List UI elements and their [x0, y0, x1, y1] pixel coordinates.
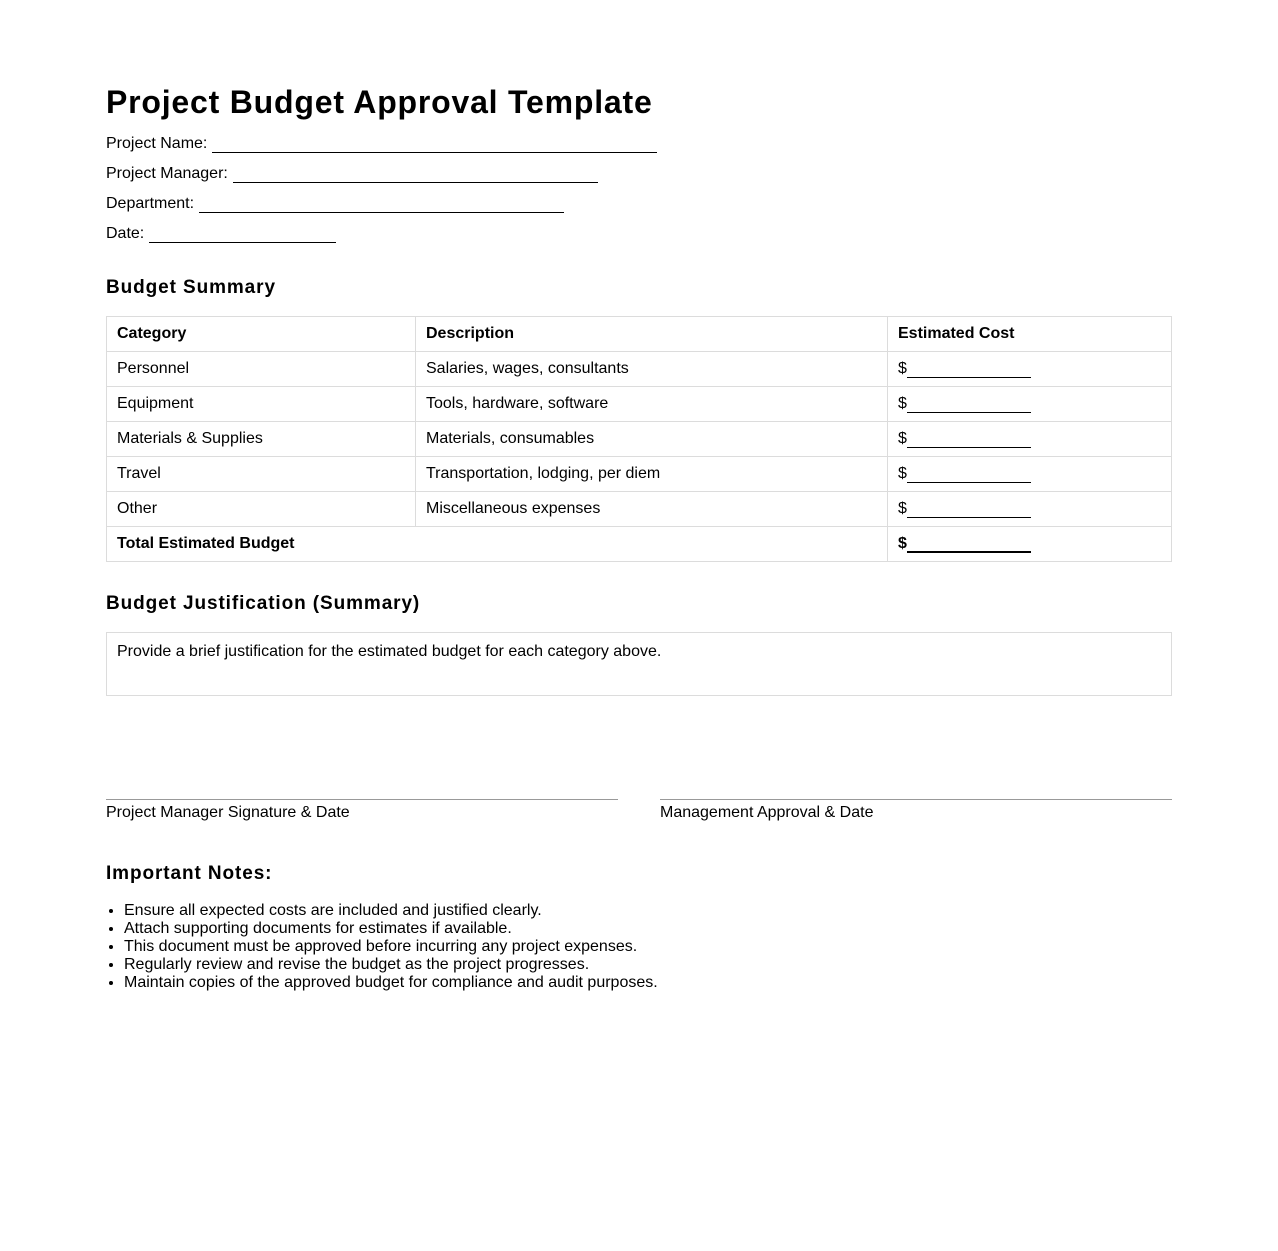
total-row: [107, 527, 1172, 562]
header-category: Category: [107, 317, 416, 352]
row-category: Other: [107, 492, 416, 527]
total-cost-line[interactable]: [907, 535, 1031, 553]
project-manager-line[interactable]: [233, 168, 598, 183]
important-notes-heading: Important Notes:: [106, 863, 273, 884]
row-description: Materials, consumables: [416, 422, 888, 457]
budget-justification-box[interactable]: [106, 632, 1172, 696]
row-cost-currency: $: [898, 500, 907, 517]
department-line[interactable]: [199, 198, 564, 213]
project-name-label: Project Name:: [106, 135, 208, 152]
project-manager-signature-label: Project Manager Signature & Date: [106, 804, 350, 821]
list-item: • Ensure all expected costs are included and justified clearly.: [124, 902, 1172, 920]
project-info-fields: [106, 135, 1172, 255]
project-manager-signature[interactable]: [106, 799, 618, 822]
budget-summary-table: [106, 316, 1172, 562]
row-cost-cell[interactable]: [888, 492, 1172, 527]
table-row: [107, 387, 1172, 422]
row-description: Miscellaneous expenses: [416, 492, 888, 527]
row-cost-cell[interactable]: [888, 422, 1172, 457]
row-category: Equipment: [107, 387, 416, 422]
row-category: Personnel: [107, 352, 416, 387]
row-cost-line[interactable]: [907, 501, 1031, 518]
budget-summary-heading: Budget Summary: [106, 277, 276, 298]
list-item: • Regularly review and revise the budget as the project progresses.: [124, 956, 1172, 974]
row-category: Travel: [107, 457, 416, 492]
list-item: • This document must be approved before incurring any project expenses.: [124, 938, 1172, 956]
row-cost-line[interactable]: [907, 396, 1031, 413]
project-name-line[interactable]: [212, 138, 657, 153]
date-label: Date:: [106, 225, 145, 242]
row-cost-currency: $: [898, 360, 907, 377]
document-page: [106, 0, 1172, 992]
project-manager-field[interactable]: [106, 165, 1172, 195]
department-label: Department:: [106, 195, 195, 212]
list-item: • Maintain copies of the approved budget for compliance and audit purposes.: [124, 974, 1172, 992]
header-description: Description: [416, 317, 888, 352]
row-cost-line[interactable]: [907, 431, 1031, 448]
date-line[interactable]: [149, 228, 336, 243]
table-row: [107, 352, 1172, 387]
budget-justification-heading: Budget Justification (Summary): [106, 593, 421, 614]
page-title: Project Budget Approval Template: [106, 84, 653, 120]
list-item: • Attach supporting documents for estimates if available.: [124, 920, 1172, 938]
row-description: Tools, hardware, software: [416, 387, 888, 422]
total-cost-cell[interactable]: [888, 527, 1172, 562]
row-description: Salaries, wages, consultants: [416, 352, 888, 387]
row-cost-cell[interactable]: [888, 352, 1172, 387]
row-cost-currency: $: [898, 395, 907, 412]
row-cost-currency: $: [898, 465, 907, 482]
row-cost-cell[interactable]: [888, 457, 1172, 492]
table-row: [107, 492, 1172, 527]
total-label: Total Estimated Budget: [107, 527, 888, 562]
header-estimated-cost: Estimated Cost: [888, 317, 1172, 352]
project-manager-label: Project Manager:: [106, 165, 228, 182]
important-notes-list: [106, 902, 1172, 992]
budget-justification-text: Provide a brief justification for the estimated budget for each category above.: [117, 643, 662, 660]
row-cost-cell[interactable]: [888, 387, 1172, 422]
total-cost-currency: $: [898, 535, 907, 552]
project-name-field[interactable]: [106, 135, 1172, 165]
management-approval-signature[interactable]: [660, 799, 1172, 822]
signature-section: [106, 799, 1172, 822]
row-cost-line[interactable]: [907, 361, 1031, 378]
table-row: [107, 422, 1172, 457]
row-description: Transportation, lodging, per diem: [416, 457, 888, 492]
row-category: Materials & Supplies: [107, 422, 416, 457]
date-field[interactable]: [106, 225, 1172, 255]
row-cost-currency: $: [898, 430, 907, 447]
management-approval-label: Management Approval & Date: [660, 804, 874, 821]
department-field[interactable]: [106, 195, 1172, 225]
table-header-row: [107, 317, 1172, 352]
table-row: [107, 457, 1172, 492]
row-cost-line[interactable]: [907, 466, 1031, 483]
